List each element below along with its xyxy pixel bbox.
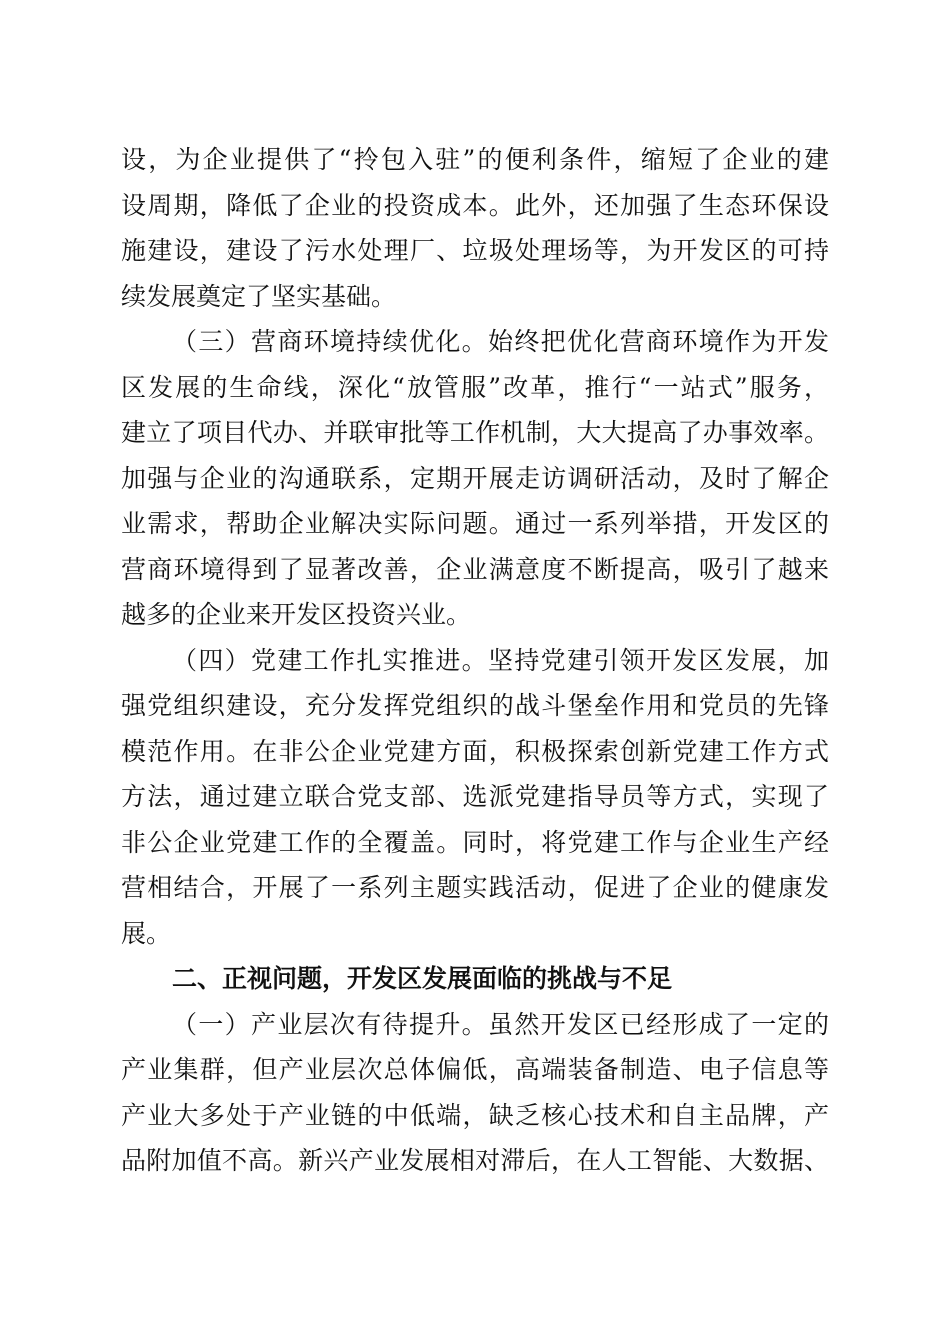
text-line-content: 设，为企业提供了“拎包入驻”的便利条件，缩短了企业的建: [121, 145, 829, 174]
text-line: [0, 1145, 950, 1177]
text-line-content: 加强与企业的沟通联系，定期开展走访调研活动，及时了解企: [121, 464, 829, 493]
text-line: [0, 827, 950, 859]
text-line-content: 续发展奠定了坚实基础。: [121, 282, 397, 311]
text-line-content: 区发展的生命线，深化“放管服”改革，推行“一站式”服务，: [121, 373, 829, 402]
text-line-content: 营商环境得到了显著改善，企业满意度不断提高，吸引了越来: [121, 555, 829, 584]
text-line: [0, 190, 950, 222]
text-line-content: 方法，通过建立联合党支部、选派党建指导员等方式，实现了: [121, 782, 829, 811]
text-line-content: 模范作用。在非公企业党建方面，积极探索创新党建工作方式: [121, 737, 829, 766]
paragraph-start-line: [0, 1009, 950, 1041]
paragraph-start-line: [0, 326, 950, 358]
section-heading-text: 二、正视问题，开发区发展面临的挑战与不足: [172, 964, 673, 993]
text-line: [0, 235, 950, 267]
text-line: [0, 372, 950, 404]
section-heading: [0, 963, 950, 995]
text-line-content: 强党组织建设，充分发挥党组织的战斗堡垒作用和党员的先锋: [121, 691, 829, 720]
text-line: [0, 781, 950, 813]
text-line-content: 越多的企业来开发区投资兴业。: [121, 600, 472, 629]
text-line-content: 展。: [121, 919, 172, 948]
text-line: [0, 736, 950, 768]
text-line-content: 业需求，帮助企业解决实际问题。通过一系列举措，开发区的: [121, 509, 829, 538]
text-line-content: 建立了项目代办、并联审批等工作机制，大大提高了办事效率。: [121, 418, 829, 447]
text-line: [0, 417, 950, 449]
text-line: [0, 872, 950, 904]
text-line-content: 产业集群，但产业层次总体偏低，高端装备制造、电子信息等: [121, 1055, 829, 1084]
text-line-content: （一）产业层次有待提升。虽然开发区已经形成了一定的: [172, 1010, 829, 1039]
text-line: [0, 281, 950, 313]
text-line: [0, 1100, 950, 1132]
text-line: [0, 690, 950, 722]
paragraph-start-line: [0, 645, 950, 677]
text-line-content: 非公企业党建工作的全覆盖。同时，将党建工作与企业生产经: [121, 828, 829, 857]
text-line: [0, 508, 950, 540]
text-line-content: 品附加值不高。新兴产业发展相对滞后，在人工智能、大数据、: [121, 1146, 829, 1175]
text-line: [0, 1054, 950, 1086]
text-line-content: 营相结合，开展了一系列主题实践活动，促进了企业的健康发: [121, 873, 829, 902]
text-line: [0, 918, 950, 950]
text-line: [0, 599, 950, 631]
text-line-content: （三）营商环境持续优化。始终把优化营商环境作为开发: [172, 327, 829, 356]
text-line: [0, 554, 950, 586]
text-line-content: 产业大多处于产业链的中低端，缺乏核心技术和自主品牌，产: [121, 1101, 829, 1130]
text-line-content: 设周期，降低了企业的投资成本。此外，还加强了生态环保设: [121, 191, 829, 220]
text-line: [0, 144, 950, 176]
text-line-content: （四）党建工作扎实推进。坚持党建引领开发区发展，加: [172, 646, 829, 675]
text-line-content: 施建设，建设了污水处理厂、垃圾处理场等，为开发区的可持: [121, 236, 829, 265]
text-line: [0, 463, 950, 495]
